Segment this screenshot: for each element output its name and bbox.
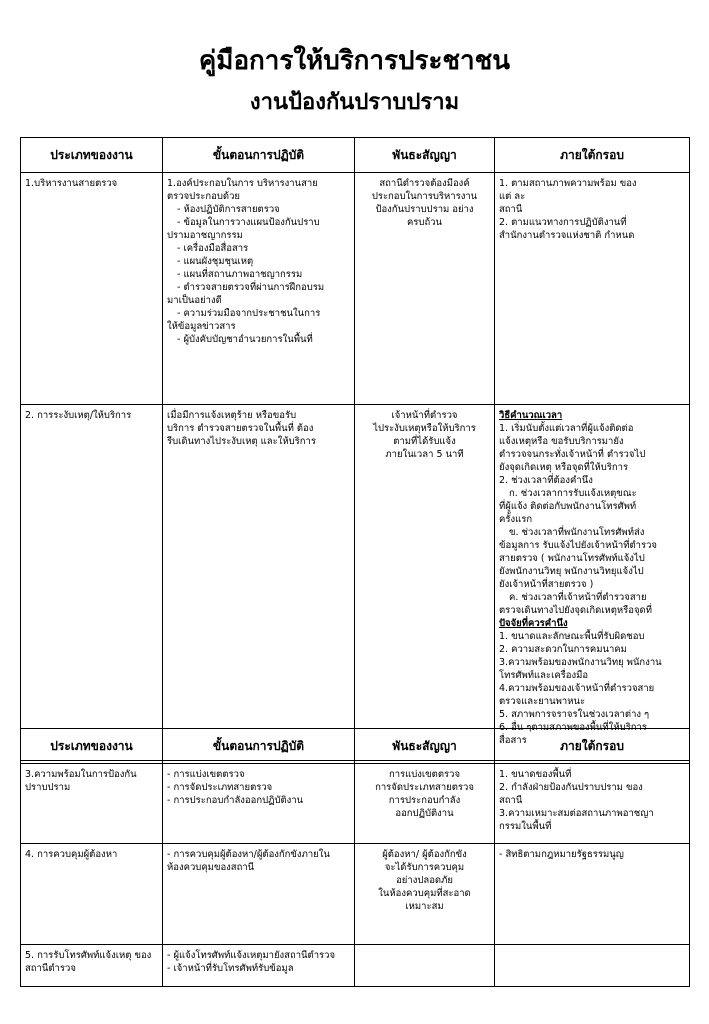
row-steps [163,844,355,945]
list-line: - การประกอบกำลังออกปฏิบัติงาน [167,795,304,806]
framework-calc-list [499,422,685,617]
list-line: - การแบ่งเขตตรวจ [167,769,245,780]
list-line: การประกอบกำลัง [388,795,461,806]
list-line: ประกอบในการบริหารงาน [371,191,478,202]
list-line: 2. ความสะดวกในการคมนาคม [499,644,627,655]
list-line: ค. ช่วงเวลาที่เจ้าหน้าที่ตำรวจสาย [509,592,647,603]
list-line: กรรมในพื้นที่ [499,821,552,832]
list-line: - แผนที่สถานภาพอาชญากรรม [177,269,303,280]
row-type: 2. การระงับเหตุ/ให้บริการ [21,405,163,761]
list-line: - การจัดประเภทสายตรวจ [167,782,273,793]
row-type: 1.บริหารงานสายตรวจ [21,173,163,405]
row-promise [355,945,495,987]
row-framework [495,764,690,844]
list-line: ครบถ้วน [406,217,443,228]
header-steps: ขั้นตอนการปฏิบัติ [163,138,355,173]
list-line: ข. ช่วงเวลาที่พนักงานโทรศัพท์ส่ง [509,527,645,538]
list-line: 5. สภาพการจราจรในช่วงเวลาต่าง ๆ [499,709,650,720]
header-framework: ภายใต้กรอบ [495,729,690,764]
list-line: 1. ขนาดของพื้นที่ [499,769,572,780]
row-steps [163,405,355,761]
list-line: สายตรวจ ( พนักงานโทรศัพท์แจ้งไป [499,553,645,564]
list-line: - ความร่วมมือจากประชาชนในการ [177,308,321,319]
list-line: 2. กำลังฝ่ายป้องกันปราบปราม ของ [499,782,643,793]
list-line: เจ้าหน้าที่ตำรวจ [391,410,458,421]
table-row [21,173,690,405]
service-table-part-2 [20,728,690,987]
list-line: - ตำรวจสายตรวจที่ผ่านการฝึกอบรม [177,282,325,293]
header-work-type: ประเภทของงาน [21,138,163,173]
list-line: แต่ ละ [499,191,526,202]
list-line: มาเป็นอย่างดี [167,295,222,306]
list-line: ที่ผู้แจ้ง ติดต่อกับพนักงานโทรศัพท์ [499,501,637,512]
list-line: โทรศัพท์และเครื่องมือ [499,670,589,681]
list-line: 1. เริ่มนับตั้งแต่เวลาที่ผู้แจ้งติดต่อ [499,423,634,434]
list-line: 4.ความพร้อมของเจ้าหน้าที่ตำรวจสาย [499,683,655,694]
row-type: 5. การรับโทรศัพท์แจ้งเหตุ ของสถานีตำรวจ [21,945,163,987]
list-line: 3.ความเหมาะสมต่อสถานภาพอาชญา [499,808,654,819]
list-line: ตามที่ได้รับแจ้ง [393,436,456,447]
row-promise [355,405,495,761]
framework-heading-calc: วิธีคำนวณเวลา [499,410,563,421]
table-row [21,844,690,945]
list-line: จะได้รับการควบคุม [384,862,465,873]
header-steps: ขั้นตอนการปฏิบัติ [163,729,355,764]
list-line: ผู้ต้องหา/ ผู้ต้องกักขัง [382,849,467,860]
list-line: ในห้องควบคุมที่สะอาด [378,888,471,899]
header-work-type: ประเภทของงาน [21,729,163,764]
list-line: 3.ความพร้อมของพนักงานวิทยุ พนักงาน [499,657,662,668]
header-framework: ภายใต้กรอบ [495,138,690,173]
row-type: 3.ความพร้อมในการป้องกัน ปราบปราม [21,764,163,844]
list-line: สื่อสาร [499,735,527,746]
list-line: การจัดประเภทสายตรวจ [375,782,474,793]
list-line: ตรวจและยานพาหนะ [499,696,586,707]
list-line: รีบเดินทางไประงับเหตุ และให้บริการ [167,436,316,447]
list-line: - ผู้แจ้งโทรศัพท์แจ้งเหตุมายังสถานีตำรวจ [167,950,336,961]
list-line: 6. อื่น ๆตามสภาพของพื้นที่ให้บริการ [499,722,647,733]
table-row [21,945,690,987]
list-line: ก. ช่วงเวลาการรับแจ้งเหตุขณะ [509,488,637,499]
list-line: 2. ตามแนวทางการปฏิบัติงานที่ [499,217,627,228]
row-promise [355,764,495,844]
list-line: ตรวจเดินทางไปยังจุดเกิดเหตุหรือจุดที่ [499,605,652,616]
list-line: ยังจุดเกิดเหตุ หรือจุดที่ให้บริการ [499,462,629,473]
row-promise [355,173,495,405]
row-steps [163,945,355,987]
list-line: ป้องกันปราบปราม อย่าง [375,204,474,215]
table-header-row [21,138,690,173]
list-line: - การควบคุมผู้ต้องหา/ผู้ต้องกักขังภายใน [167,849,330,860]
list-line: 1.องค์ประกอบในการ บริหารงานสาย [167,178,318,189]
list-line: สถานีตำรวจต้องมีองค์ [379,178,470,189]
list-line: ตำรวจจนกระทั่งเจ้าหน้าที่ ตำรวจไป [499,449,646,460]
table-header-row [21,729,690,764]
list-line: 2. ช่วงเวลาที่ต้องคำนึง [499,475,593,486]
list-line: 1. ขนาดและลักษณะพื้นที่รับผิดชอบ [499,631,645,642]
list-line: ให้ข้อมูลข่าวสาร [167,321,236,332]
page-title: คู่มือการให้บริการประชาชน [198,46,511,76]
list-line: ตรวจประกอบด้วย [167,191,240,202]
service-table-part-1 [20,137,690,761]
list-line: ยังพนักงานวิทยุ พนักงานวิทยุแจ้งไป [499,566,644,577]
row-framework [495,173,690,405]
list-line: การแบ่งเขตตรวจ [388,769,461,780]
list-line: สำนักงานตำรวจแห่งชาติ กำหนด [499,230,635,241]
list-line: บริการ ตำรวจสายตรวจในพื้นที่ ต้อง [167,423,314,434]
list-line: ข้อมูลการ รับแจ้งไปยังเจ้าหน้าที่ตำรวจ [499,540,657,551]
header-promise: พันธะสัญญา [355,729,495,764]
list-line: ออกปฏิบัติงาน [395,808,454,819]
row-framework [495,405,690,761]
list-line: สถานี [499,795,523,806]
row-framework [495,945,690,987]
row-steps [163,173,355,405]
list-line: ปรามอาชญากรรม [167,230,243,241]
header-promise: พันธะสัญญา [355,138,495,173]
list-line: - แผนผังชุมชุนเหตุ [177,256,254,267]
list-line: ห้องควบคุมของสถานี [167,862,255,873]
list-line: - ห้องปฏิบัติการสายตรวจ [177,204,280,215]
list-line: สถานี [499,204,523,215]
list-line: แจ้งเหตุหรือ ขอรับบริการมายัง [499,436,624,447]
list-line: อย่างปลอดภัย [396,875,453,886]
list-line: ไประงับเหตุหรือให้บริการ [373,423,476,434]
list-line: - เครื่องมือสื่อสาร [177,243,249,254]
list-line: 1. ตามสถานภาพความพร้อม ของ [499,178,637,189]
row-framework [495,844,690,945]
row-steps [163,764,355,844]
list-line: - ผู้บังคับบัญชาอำนวยการในพื้นที่ [177,334,313,345]
list-line: เหมาะสม [405,901,444,912]
page-subtitle: งานป้องกันปราบปราม [249,90,460,115]
list-line: ยังเจ้าหน้าที่สายตรวจ ) [499,579,594,590]
list-line: - ข้อมูลในการวางแผนป้องกันปราบ [177,217,320,228]
list-line: ภายในเวลา 5 นาที [385,449,464,460]
row-promise [355,844,495,945]
list-line: - เจ้าหน้าที่รับโทรศัพท์รับข้อมูล [167,963,294,974]
list-line: - สิทธิตามกฎหมายรัฐธรรมนูญ [499,849,624,860]
framework-heading-factors: ปัจจัยที่ควรคำนึง [499,618,568,629]
list-line: เมื่อมีการแจ้งเหตุร้าย หรือขอรับ [167,410,297,421]
table-row [21,764,690,844]
list-line: ครั้งแรก [499,514,533,525]
row-type: 4. การควบคุมผู้ต้องหา [21,844,163,945]
table-row [21,405,690,761]
